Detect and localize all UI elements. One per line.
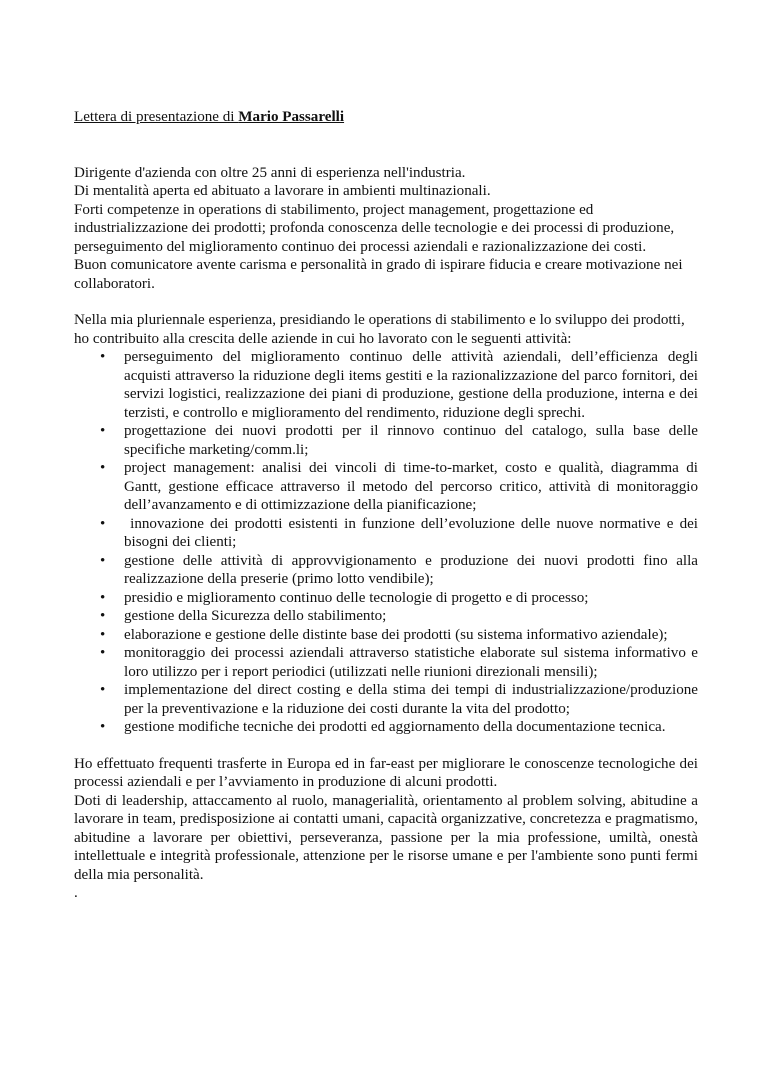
bullet-icon: • <box>100 645 106 661</box>
list-item-text: elaborazione e gestione delle distinte base dei prodotti (su sistema informativo aziendale); <box>124 626 668 643</box>
bullet-icon: • <box>100 626 106 643</box>
bullet-icon: • <box>100 589 106 606</box>
closing-line: Ho effettuato frequenti trasferte in Europa ed in far-east per migliorare le conoscenze tecnologiche dei processi aziendali e per l’avviamento in produzione di alcuni prodotti. <box>74 755 698 790</box>
experience-intro: Nella mia pluriennale esperienza, presidiando le operations di stabilimento e lo sviluppo dei prodotti, ho contribuito alla crescita delle aziende in cui ho lavorato con le seguenti attività: <box>74 312 685 347</box>
intro-line: Buon comunicatore avente carisma e personalità in grado di ispirare fiducia e creare motivazione nei collaboratori. <box>74 257 683 292</box>
intro-line: Di mentalità aperta ed abituato a lavorare in ambienti multinazionali. <box>74 183 491 199</box>
list-item-text: gestione modifiche tecniche dei prodotti ed aggiornamento della documentazione tecnica. <box>124 719 666 735</box>
bullet-icon: • <box>100 460 106 476</box>
list-item-text: perseguimento del miglioramento continuo delle attività aziendali, dell’efficienza degli acquisti attraverso la riduzione degli items gestiti e la razionalizzazione del parco fornitori, dei servizi logistici, realizzazione dei piani di produzione, gestione della produzione, interna e dei terzisti, e controllo e miglioramento del rendimento, riduzione degli sprechi. <box>124 349 698 421</box>
activities-list <box>74 348 702 737</box>
list-item <box>100 552 698 589</box>
list-item-text: implementazione del direct costing e della stima dei tempi di industrializzazione/produzione per la preventivazione e la riduzione dei costi durante la vita del prodotto; <box>124 682 698 717</box>
list-item <box>100 626 698 645</box>
list-item <box>100 459 698 515</box>
intro-line: Dirigente d'azienda con oltre 25 anni di esperienza nell'industria. <box>74 164 466 181</box>
bullet-icon: • <box>100 423 106 439</box>
bullet-icon: • <box>100 719 106 735</box>
list-item-text: gestione della Sicurezza dello stabilimento; <box>124 608 387 624</box>
list-item <box>100 644 698 681</box>
closing-line: Doti di leadership, attaccamento al ruolo, managerialità, orientamento al problem solving, abitudine a lavorare in team, predisposizione ai contatti umani, capacità organizzative, concretezza e pragmatismo, abitudine a lavorare per obiettivi, perseveranza, passione per la mia professione, umiltà, onestà intellettuale e integrità professionale, attenzione per le risorse umane e per l'ambiente sono punti fermi della mia personalità. <box>74 792 698 883</box>
list-item <box>100 589 698 608</box>
list-item-text: monitoraggio dei processi aziendali attraverso statistiche elaborate sul sistema informativo e loro utilizzo per i report periodici (utilizzati nelle riunioni direzionali mensili); <box>124 645 698 680</box>
final-mark: . <box>74 885 78 901</box>
bullet-icon: • <box>100 552 106 569</box>
closing-section <box>74 755 698 903</box>
list-item-text: innovazione dei prodotti esistenti in funzione dell’evoluzione delle nuove normative e dei bisogni dei clienti; <box>124 515 702 550</box>
title-prefix: Lettera di presentazione di <box>74 109 239 125</box>
intro-section <box>74 164 698 294</box>
list-item <box>100 515 702 552</box>
intro-line: Forti competenze in operations di stabilimento, project management, progettazione ed industrializzazione dei prodotti; profonda conoscenza delle tecnologie e dei processi di produzione, perseguimento del miglioramento continuo dei processi aziendali e razionalizzazione dei costi. <box>74 201 675 255</box>
letter-title <box>74 108 698 127</box>
bullet-icon: • <box>100 682 106 698</box>
list-item-text: gestione delle attività di approvvigionamento e produzione dei nuovi prodotti fino alla realizzazione della preserie (primo lotto vendibile); <box>124 552 698 587</box>
bullet-icon: • <box>100 515 106 532</box>
list-item-text: progettazione dei nuovi prodotti per il rinnovo continuo del catalogo, sulla base delle specifiche marketing/comm.li; <box>124 423 698 458</box>
bullet-icon: • <box>100 608 106 624</box>
list-item <box>100 422 698 459</box>
list-item-text: project management: analisi dei vincoli di time-to-market, costo e qualità, diagramma di Gantt, gestione efficace attraverso il metodo del percorso critico, attività di monitoraggio dell’avanzamento e di ottimizzazione della pianificazione; <box>124 460 698 513</box>
list-item <box>100 681 698 718</box>
author-name: Mario Passarelli <box>238 109 345 125</box>
list-item <box>100 718 698 737</box>
list-item <box>100 348 698 422</box>
list-item <box>100 607 698 626</box>
list-item-text: presidio e miglioramento continuo delle tecnologie di progetto e di processo; <box>124 589 589 606</box>
bullet-icon: • <box>100 349 106 365</box>
